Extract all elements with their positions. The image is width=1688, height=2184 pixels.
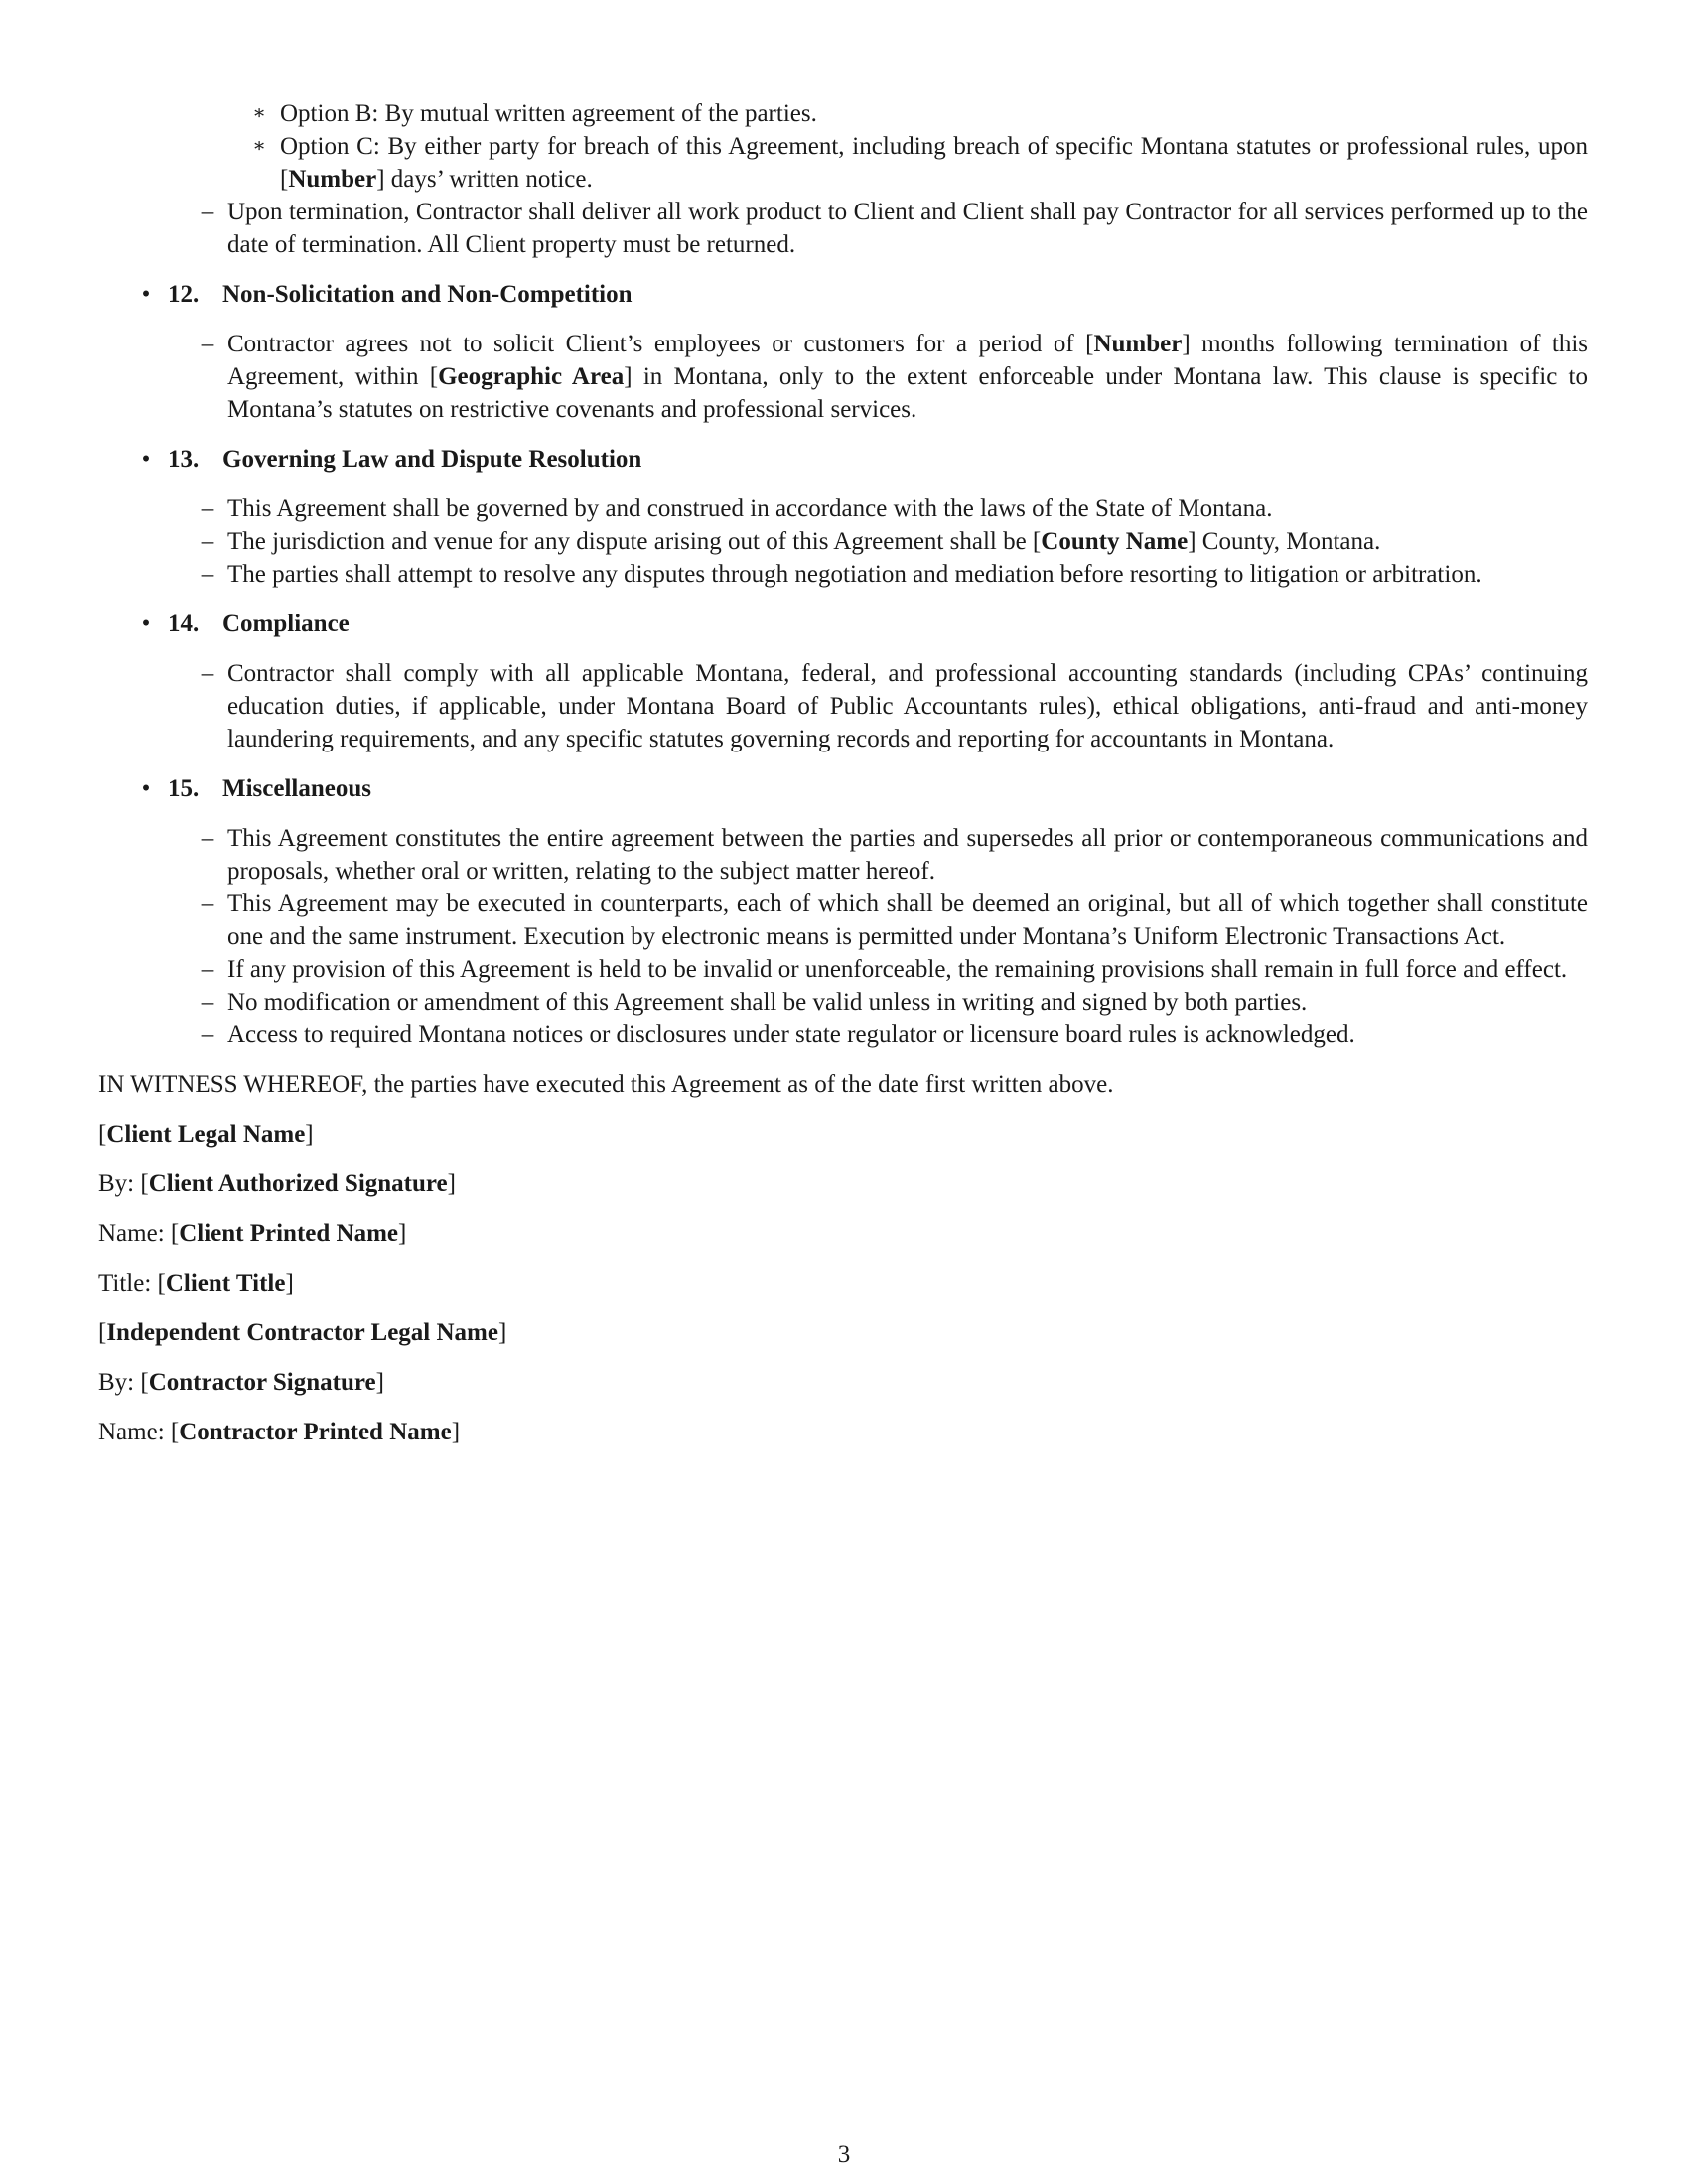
- severability-item: – If any provision of this Agreement is held to be invalid or unenforceable, the remaining provisions shall remain in full force and effect.: [98, 953, 1588, 986]
- governing-law-item: – This Agreement shall be governed by and construed in accordance with the laws of the State of Montana.: [98, 492, 1588, 525]
- section-15-heading: • 15. Miscellaneous: [98, 772, 1588, 805]
- placeholder-number: Number: [288, 166, 377, 193]
- client-printed-name-line: Name: [Client Printed Name]: [98, 1220, 407, 1247]
- section-14-heading: • 14. Compliance: [98, 608, 1588, 640]
- non-solicitation-item: – Contractor agrees not to solicit Client’s employees or customers for a period of [Number] months following termination of this Agreement, within [Geographic Area] in Montana, only to the extent enforceable under Montana law. This clause is specific to Montana’s statutes on restrictive covenants and professional services.: [98, 328, 1588, 426]
- dash-bullet-icon: –: [201, 331, 214, 357]
- section-13-heading: • 13. Governing Law and Dispute Resolution: [98, 443, 1588, 476]
- contractor-printed-name-line: Name: [Contractor Printed Name]: [98, 1419, 461, 1445]
- placeholder-number: Number: [1093, 331, 1183, 357]
- bullet-icon: •: [141, 611, 151, 637]
- bullet-icon: •: [141, 281, 151, 308]
- notices-item: – Access to required Montana notices or disclosures under state regulator or licensure board rules is acknowledged.: [98, 1019, 1588, 1051]
- asterisk-bullet-icon: ∗: [252, 102, 266, 124]
- page-number: 3: [837, 2141, 851, 2168]
- bullet-icon: •: [141, 775, 151, 802]
- section-12-heading: • 12. Non-Solicitation and Non-Competition: [98, 278, 1588, 311]
- client-legal-name: [Client Legal Name]: [98, 1121, 314, 1148]
- dash-bullet-icon: –: [201, 495, 214, 522]
- jurisdiction-item: – The jurisdiction and venue for any dispute arising out of this Agreement shall be [County Name] County, Montana.: [98, 525, 1588, 558]
- dash-bullet-icon: –: [201, 561, 214, 588]
- compliance-item: – Contractor shall comply with all applicable Montana, federal, and professional accounting standards (including CPAs’ continuing education duties, if applicable, under Montana Board of Public Accountants rules), ethical obligations, anti-fraud and anti-money laundering requirements, and any specific statutes governing records and reporting for accountants in Montana.: [98, 657, 1588, 755]
- dash-bullet-icon: –: [201, 199, 214, 225]
- termination-option-b: ∗ Option B: By mutual written agreement of the parties.: [98, 97, 1588, 130]
- entire-agreement-item: – This Agreement constitutes the entire agreement between the parties and supersedes all prior or contemporaneous communications and proposals, whether oral or written, relating to the subject matter hereof.: [98, 822, 1588, 887]
- client-title-line: Title: [Client Title]: [98, 1270, 294, 1297]
- termination-option-c: ∗ Option C: By either party for breach of this Agreement, including breach of specific Montana statutes or professional rules, upon [Number] days’ written notice.: [98, 130, 1588, 196]
- asterisk-bullet-icon: ∗: [252, 135, 266, 157]
- dash-bullet-icon: –: [201, 890, 214, 917]
- placeholder-geographic-area: Geographic Area: [438, 363, 625, 390]
- witness-statement: IN WITNESS WHEREOF, the parties have executed this Agreement as of the date first written above.: [98, 1071, 1114, 1098]
- placeholder-county-name: County Name: [1041, 528, 1189, 555]
- dash-bullet-icon: –: [201, 1022, 214, 1048]
- contractor-legal-name: [Independent Contractor Legal Name]: [98, 1319, 507, 1346]
- contractor-signature-line: By: [Contractor Signature]: [98, 1369, 384, 1396]
- client-signature-line: By: [Client Authorized Signature]: [98, 1170, 456, 1197]
- document-page: [98, 97, 1588, 1448]
- counterparts-item: – This Agreement may be executed in counterparts, each of which shall be deemed an original, but all of which together shall constitute one and the same instrument. Execution by electronic means is permitted under Montana’s Uniform Electronic Transactions Act.: [98, 887, 1588, 953]
- dash-bullet-icon: –: [201, 989, 214, 1016]
- dash-bullet-icon: –: [201, 956, 214, 983]
- dash-bullet-icon: –: [201, 660, 214, 687]
- bullet-icon: •: [141, 446, 151, 473]
- dispute-resolution-item: – The parties shall attempt to resolve any disputes through negotiation and mediation before resorting to litigation or arbitration.: [98, 558, 1588, 591]
- dash-bullet-icon: –: [201, 528, 214, 555]
- dash-bullet-icon: –: [201, 825, 214, 852]
- termination-delivery-item: – Upon termination, Contractor shall deliver all work product to Client and Client shall pay Contractor for all services performed up to the date of termination. All Client property must be returned.: [98, 196, 1588, 261]
- amendment-item: – No modification or amendment of this Agreement shall be valid unless in writing and signed by both parties.: [98, 986, 1588, 1019]
